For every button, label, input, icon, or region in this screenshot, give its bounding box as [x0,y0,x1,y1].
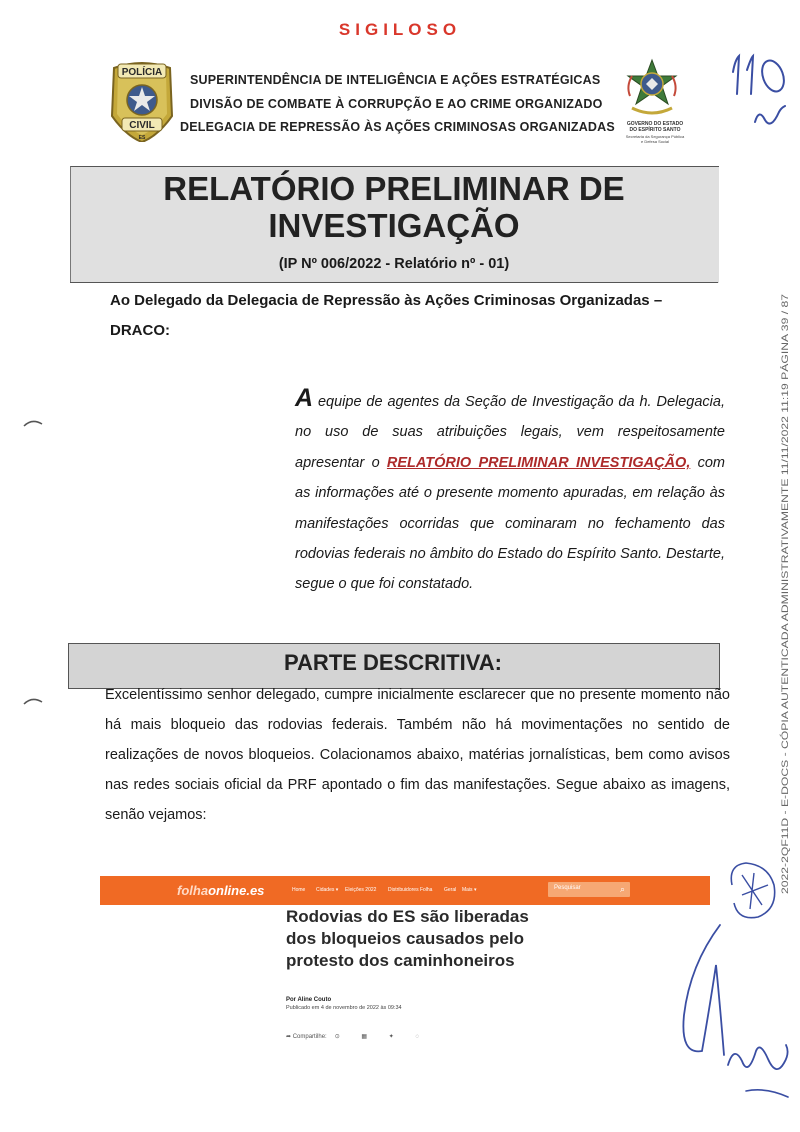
social-icons: ⊙ ▦ ✦ ◌ [334,1034,430,1040]
margin-mark [22,696,44,706]
news-share [286,1033,429,1040]
report-subtitle: (IP Nº 006/2022 - Relatório nº - 01) [278,256,510,272]
intro-dropcap: A [295,384,314,412]
section-title: PARTE DESCRITIVA: [284,650,502,675]
news-nav-item: Cidades ▾ [316,887,339,893]
gov-line-4: e Defesa Social [640,139,669,144]
header-line-1: SUPERINTENDÊNCIA DE INTELIGÊNCIA E AÇÕES ESTRATÉGICAS [190,73,601,87]
header-line-2: DIVISÃO DE COMBATE À CORRUPÇÃO E AO CRIME ORGANIZADO [190,97,603,111]
gov-line-3: Secretaria da Segurança Pública [625,134,685,139]
recipient-line-1: Ao Delegado da Delegacia de Repressão às Ações Criminosas Organizadas – [110,292,663,309]
policia-civil-badge-logo [108,60,176,142]
header-line-3: DELEGACIA DE REPRESSÃO ÀS AÇÕES CRIMINOSAS ORGANIZADAS [180,120,615,134]
coat-of-arms-logo [620,56,684,120]
news-logo [177,883,264,898]
badge-state-text: ES [138,135,146,141]
report-title-line-2: INVESTIGAÇÃO [268,207,520,244]
share-label: Compartilhe: [292,1034,327,1040]
title-divider [70,282,718,283]
recipient [110,286,730,346]
classification-label: SIGILOSO [338,20,462,39]
search-icon: ⌕ [620,884,626,894]
gov-line-2: DO ESPÍRITO SANTO [629,127,681,133]
margin-mark [22,418,44,428]
news-nav-item: Home [292,887,306,893]
news-author: Por Aline Couto [286,997,332,1003]
news-logo-prefix: folha [177,883,209,898]
news-nav-item: Distribuidores Folha [388,887,433,893]
badge-bottom-text: CIVIL [129,120,155,131]
share-icon: ➦ [286,1034,293,1040]
news-search-placeholder: Pesquisar [554,885,581,891]
authentication-stamp [774,286,794,898]
intro-text-after: com as informações até o presente momento apuradas, em relação às manifestações ocorridas que cominaram no fechamento das rodovias federais no âmbito do Estado do Espírito Santo. Destarte, segue o que foi constatado. [295,454,726,593]
news-logo-main: online [208,883,247,898]
secretaria-label [622,134,688,144]
intro-highlight: RELATÓRIO PRELIMINAR INVESTIGAÇÃO, [386,454,691,471]
recipient-line-2: DRACO: [110,322,170,339]
news-nav-item: Eleições 2022 [345,887,377,893]
news-search-box [548,882,630,897]
badge-top-text: POLÍCIA [121,67,163,78]
news-nav-item: Geral [444,887,457,893]
government-label [622,121,688,133]
gov-line-1: GOVERNO DO ESTADO [626,121,684,127]
side-stamp-text: 2022-2QF11D - E-DOCS - CÓPIA AUTENTICADA ADMINISTRATIVAMENTE 11/11/2022 11:19 PÁGINA 39 / 87 [780,420,791,894]
handwritten-page-number [715,42,800,142]
news-headline: Rodovias do ES são liberadas dos bloqueios causados pelo protesto dos caminhoneiros [286,907,529,970]
news-logo-suffix: .es [246,883,265,898]
news-published: Publicado em 4 de novembro de 2022 às 09:34 [286,1005,402,1011]
section-body: Excelentíssimo senhor delegado, cumpre inicialmente esclarecer que no presente momento não há mais bloqueio das rodovias federais. Também não há movimentações no sentido de realizações de novos bloqueios. Colacionamos abaixo, matérias jornalísticas, bem como avisos nas redes sociais oficial da PRF apontado o fim das manifestações. Segue abaixo as imagens, senão vejamos: [105,687,730,823]
report-title-line-1: RELATÓRIO PRELIMINAR DE [163,170,625,207]
news-nav-item: Mais ▾ [462,887,477,893]
intro-paragraph [295,383,725,600]
intro-text-before: equipe de agentes da Seção de Investigação da h. Delegacia, no uso de suas atribuições legais, vem respeitosamente apresentar o [295,394,725,471]
